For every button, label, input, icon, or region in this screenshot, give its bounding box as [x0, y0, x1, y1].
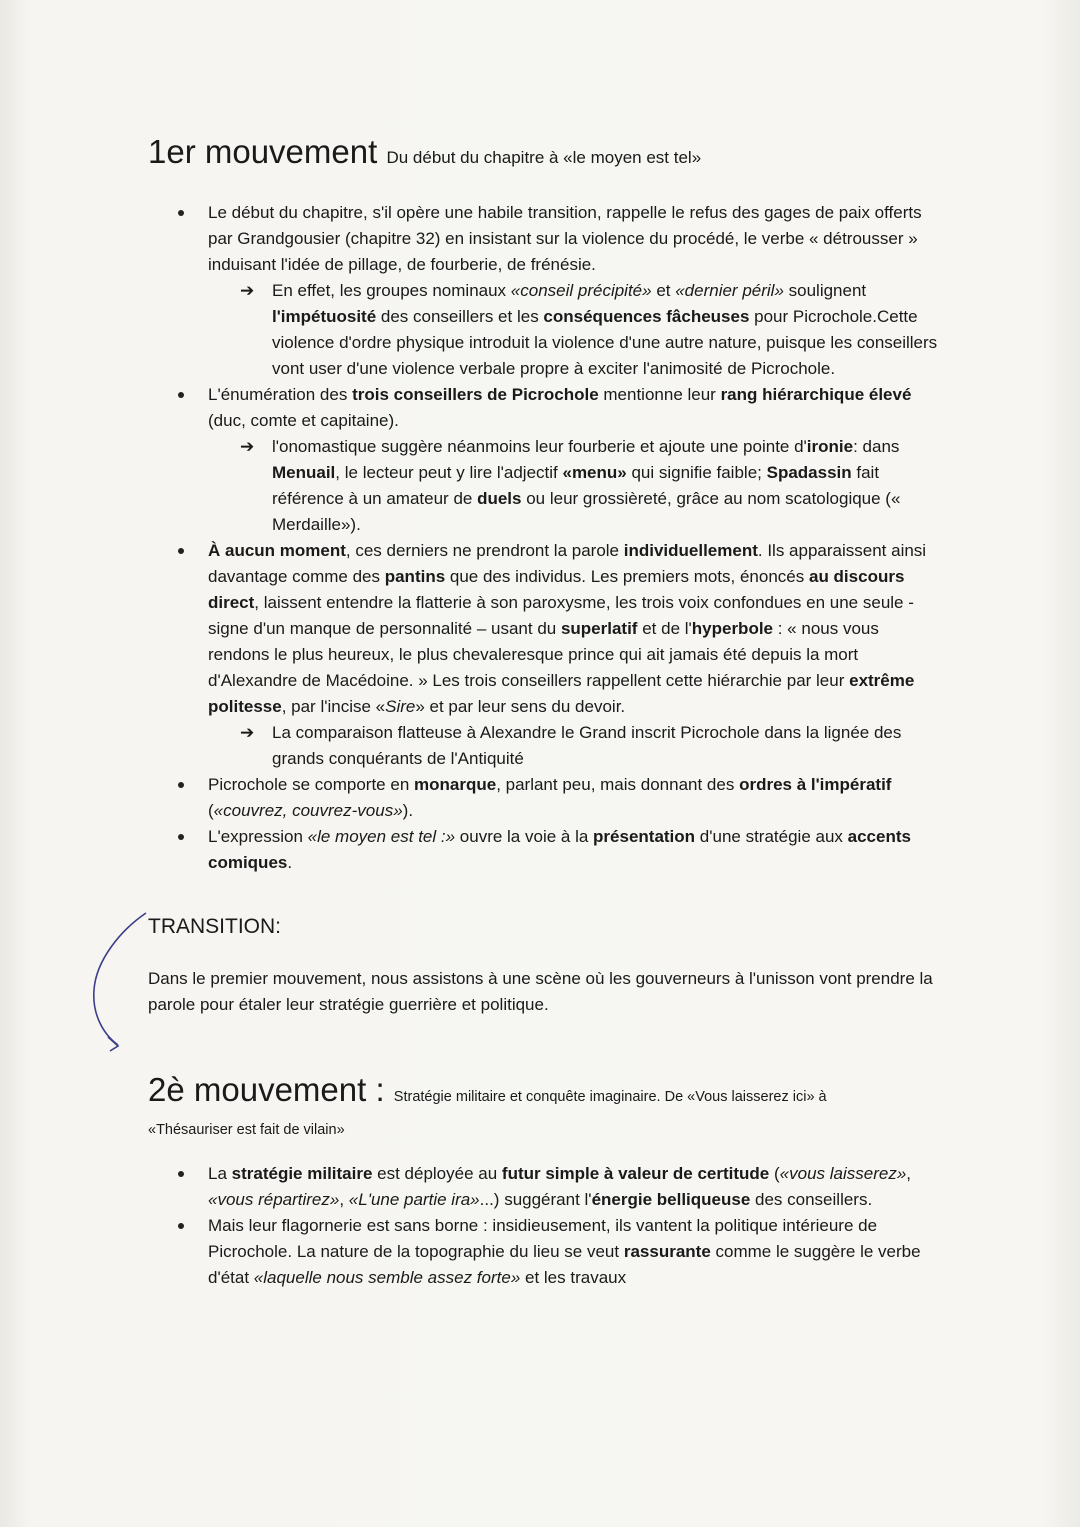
right-arrow-icon: ➔ [240, 723, 255, 742]
movement-1-bullet-item [148, 382, 938, 538]
movement-1-bullet-item [148, 200, 938, 382]
movement-1-heading [148, 132, 938, 178]
movement-2-bullet-item [148, 1213, 938, 1291]
movement-2-title: 2è mouvement : [148, 1071, 385, 1108]
movement-1-bullet-text: Le début du chapitre, s'il opère une habile transition, rappelle le refus des gages de paix offerts par Grandgousier (chapitre 32) en insistant sur la violence du procédé, le verbe « détrousser » induisant l'idée de pillage, de fourberie, de frénésie. [208, 203, 922, 274]
movement-1-section [148, 200, 938, 876]
movement-2-bullet-text: La stratégie militaire est déployée au futur simple à valeur de certitude («vous laisserez», «vous répartirez», «L'une partie ira»...) suggérant l'énergie belliqueuse des conseillers. [208, 1164, 912, 1209]
handwritten-arrow-icon [86, 905, 156, 1055]
movement-1-bullet-item [148, 538, 938, 772]
transition-body: Dans le premier mouvement, nous assistons à une scène où les gouverneurs à l'unisson vont prendre la parole pour étaler leur stratégie guerrière et politique. [148, 969, 933, 1014]
movement-1-subtitle: Du début du chapitre à «le moyen est tel» [386, 148, 702, 167]
movement-2-bullet-text: Mais leur flagornerie est sans borne : insidieusement, ils vantent la politique intérieure de Picrochole. La nature de la topographie du lieu se veut rassurante comme le suggère le verbe d'état «laquelle nous semble assez forte» et les travaux [208, 1216, 921, 1287]
document-body [148, 132, 938, 1291]
movement-1-arrow-item [208, 434, 938, 538]
movement-1-arrow-item [208, 278, 938, 382]
movement-1-arrow-text: La comparaison flatteuse à Alexandre le Grand inscrit Picrochole dans la lignée des grands conquérants de l'Antiquité [272, 723, 902, 768]
movement-2-heading [148, 1070, 938, 1117]
movement-1-bullet-item [148, 772, 938, 824]
movement-1-arrow-item [208, 720, 938, 772]
movement-1-arrow-text: l'onomastique suggère néanmoins leur fourberie et ajoute une pointe d'ironie: dans Menuail, le lecteur peut y lire l'adjectif «menu» qui signifie faible; Spadassin fait référence à un amateur de duels ou leur grossièreté, grâce au nom scatologique (« Merdaille»). [272, 437, 901, 534]
right-arrow-icon: ➔ [240, 281, 255, 300]
movement-1-arrow-text: En effet, les groupes nominaux «conseil précipité» et «dernier péril» soulignent l'impétuosité des conseillers et les conséquences fâcheuses pour Picrochole.Cette violence d'ordre physique introduit la violence d'une autre nature, puisque les conseillers vont user d'une violence verbale propre à exciter l'animosité de Picrochole. [272, 281, 938, 378]
movement-2-section [148, 1161, 938, 1291]
movement-1-title: 1er mouvement [148, 133, 378, 170]
movement-2-subtitle-end: «Thésauriser est fait de vilain» [148, 1122, 345, 1138]
movement-1-bullet-text: L'expression «le moyen est tel :» ouvre la voie à la présentation d'une stratégie aux accents comiques. [208, 827, 911, 872]
movement-1-bullet-text: L'énumération des trois conseillers de Picrochole mentionne leur rang hiérarchique élevé (duc, comte et capitaine). [208, 385, 912, 430]
movement-1-bullet-item [148, 824, 938, 876]
movement-2-subtitle: Stratégie militaire et conquête imaginaire. De «Vous laisserez ici» à [393, 1089, 827, 1105]
movement-1-bullet-text: À aucun moment, ces derniers ne prendront la parole individuellement. Ils apparaissent ainsi davantage comme des pantins que des individus. Les premiers mots, énoncés au discours direct, laissent entendre la flatterie à son paroxysme, les trois voix confondues en une seule - signe d'un manque de personnalité – usant du superlatif et de l'hyperbole : « nous vous rendons le plus heureux, le plus chevaleresque prince qui ait jamais été depuis la mort d'Alexandre de Macédoine. » Les trois conseillers rappellent cette hiérarchie par leur extrême politesse, par l'incise «Sire» et par leur sens du devoir. [208, 541, 927, 716]
transition-title: TRANSITION: [148, 915, 282, 938]
right-arrow-icon: ➔ [240, 437, 255, 456]
movement-1-bullet-text: Picrochole se comporte en monarque, parlant peu, mais donnant des ordres à l'impératif («couvrez, couvrez-vous»). [208, 775, 892, 820]
movement-2-bullets [148, 1161, 938, 1291]
movement-1-bullets [148, 200, 938, 876]
movement-2-bullet-item [148, 1161, 938, 1213]
